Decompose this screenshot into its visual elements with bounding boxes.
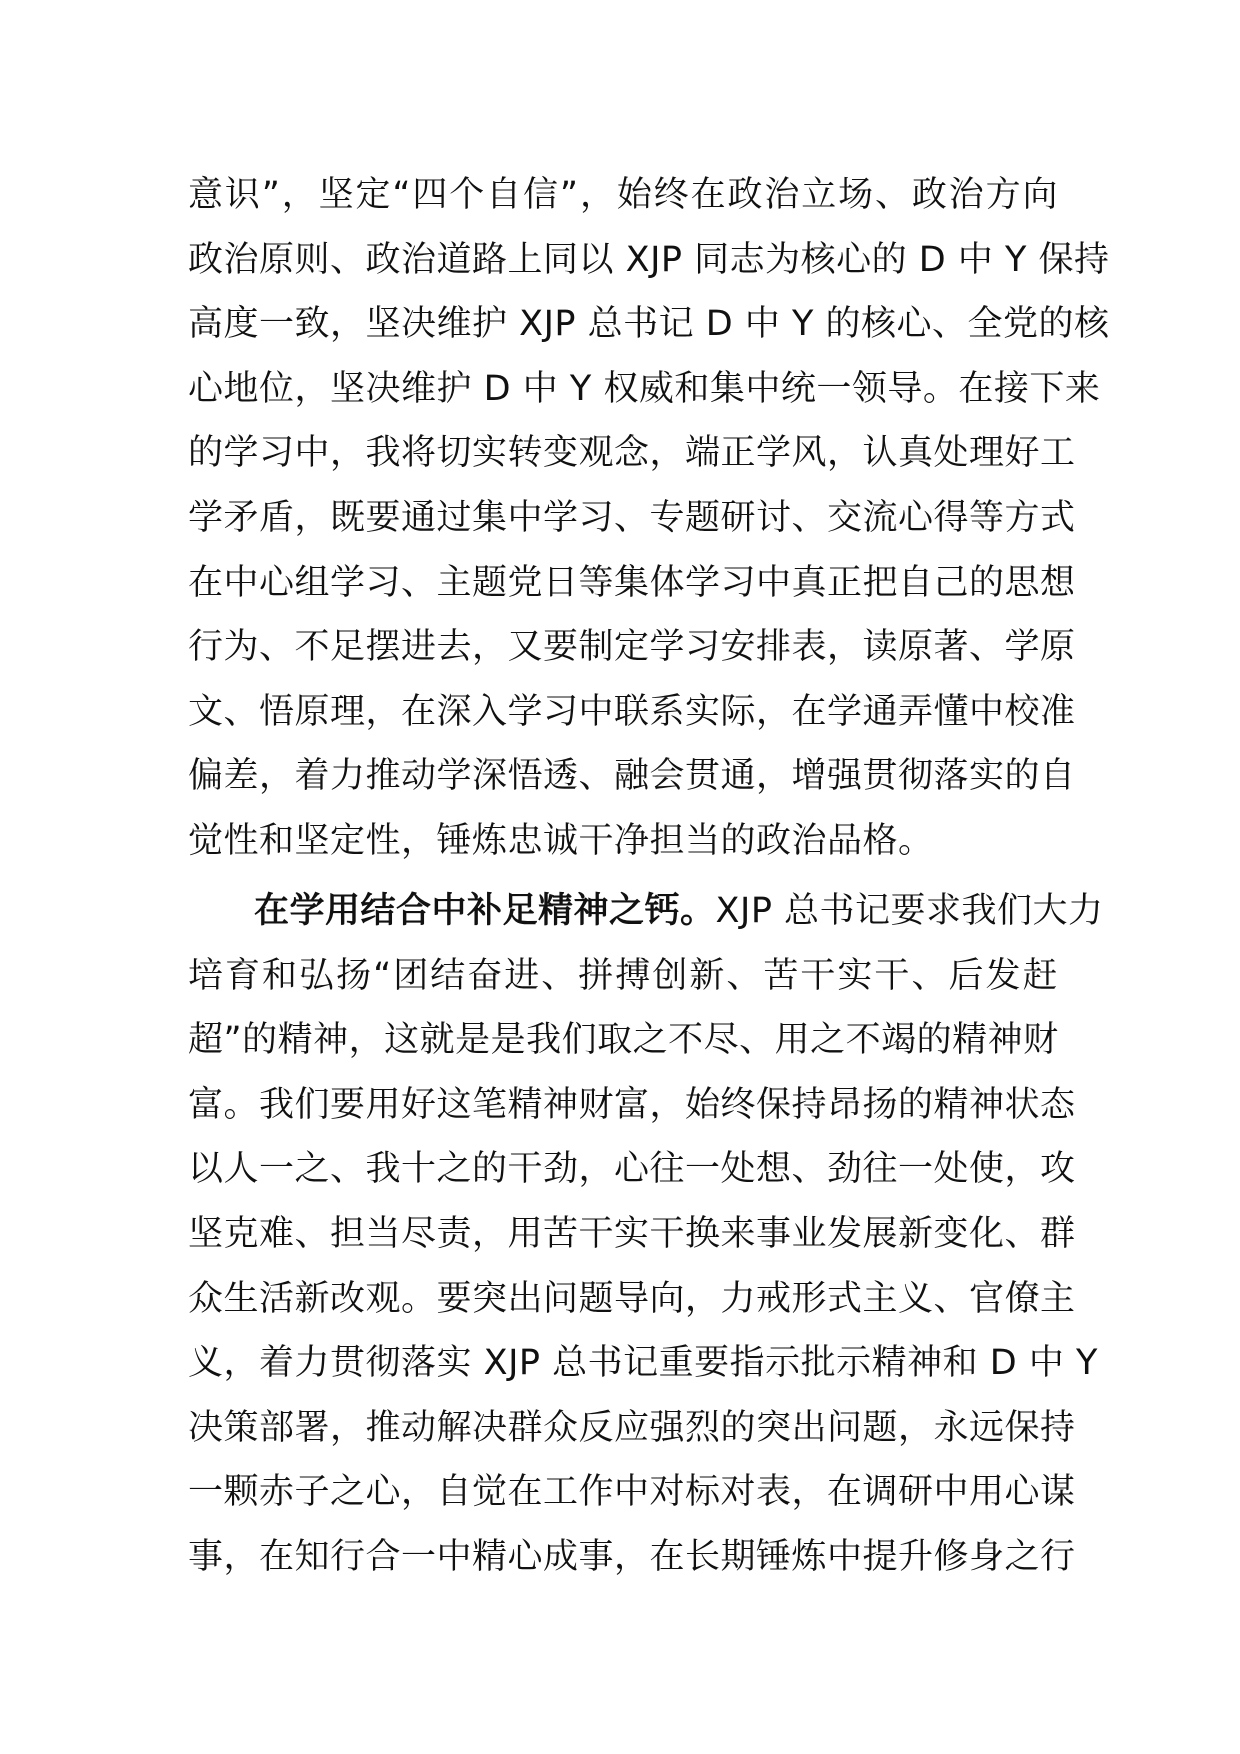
paragraph-heading: 在学用结合中补足精神之钙。: [254, 891, 716, 931]
paragraph-line-rest: XJP 总书记要求我们大力: [715, 891, 1104, 931]
paragraph-line: 心地位，坚决维护 D 中 Y 权威和集中统一领导。在接下来: [188, 368, 1101, 409]
paragraph-line: 文、悟原理，在深入学习中联系实际，在学通弄懂中校准: [188, 691, 1076, 732]
paragraph-line: 培育和弘扬“团结奋进、拼搏创新、苦干实干、后发赶: [188, 955, 1058, 996]
paragraph-line: 决策部署，推动解决群众反应强烈的突出问题，永远保持: [188, 1407, 1076, 1448]
paragraph-line: 觉性和坚定性，锤炼忠诚干净担当的政治品格。: [188, 820, 934, 861]
paragraph-line: 事，在知行合一中精心成事，在长期锤炼中提升修身之行: [188, 1536, 1076, 1577]
paragraph-line: 以人一之、我十之的干劲，心往一处想、劲往一处使，攻: [188, 1149, 1076, 1190]
paragraph-line: 超”的精神，这就是是我们取之不尽、用之不竭的精神财: [188, 1020, 1059, 1061]
paragraph-line: 学矛盾，既要通过集中学习、专题研讨、交流心得等方式: [188, 497, 1076, 538]
paragraph-line: 偏差，着力推动学深悟透、融会贯通，增强贯彻落实的自: [188, 756, 1076, 797]
paragraph-line: 政治原则、政治道路上同以 XJP 同志为核心的 D 中 Y 保持: [188, 239, 1110, 280]
paragraph-2: [188, 879, 1104, 1590]
paragraph-line: 义，着力贯彻落实 XJP 总书记重要指示批示精神和 D 中 Y: [188, 1343, 1098, 1384]
paragraph-first-line: [188, 879, 1104, 944]
paragraph-1: [188, 163, 1110, 874]
paragraph-line: 一颗赤子之心，自觉在工作中对标对表，在调研中用心谋: [188, 1472, 1076, 1513]
paragraph-line: 的学习中，我将切实转变观念，端正学风，认真处理好工: [188, 433, 1076, 474]
paragraph-line: 意识”，坚定“四个自信”，始终在政治立场、政治方向: [188, 175, 1058, 215]
paragraph-line: 在中心组学习、主题党日等集体学习中真正把自己的思想: [188, 562, 1076, 603]
paragraph-line: 高度一致，坚决维护 XJP 总书记 D 中 Y 的核心、全党的核: [188, 304, 1110, 345]
paragraph-line: 坚克难、担当尽责，用苦干实干换来事业发展新变化、群: [188, 1213, 1076, 1254]
paragraph-line: 行为、不足摆进去，又要制定学习安排表，读原著、学原: [188, 627, 1076, 668]
paragraph-line: 众生活新改观。要突出问题导向，力戒形式主义、官僚主: [188, 1278, 1076, 1319]
paragraph-line: 富。我们要用好这笔精神财富，始终保持昂扬的精神状态: [188, 1084, 1076, 1125]
